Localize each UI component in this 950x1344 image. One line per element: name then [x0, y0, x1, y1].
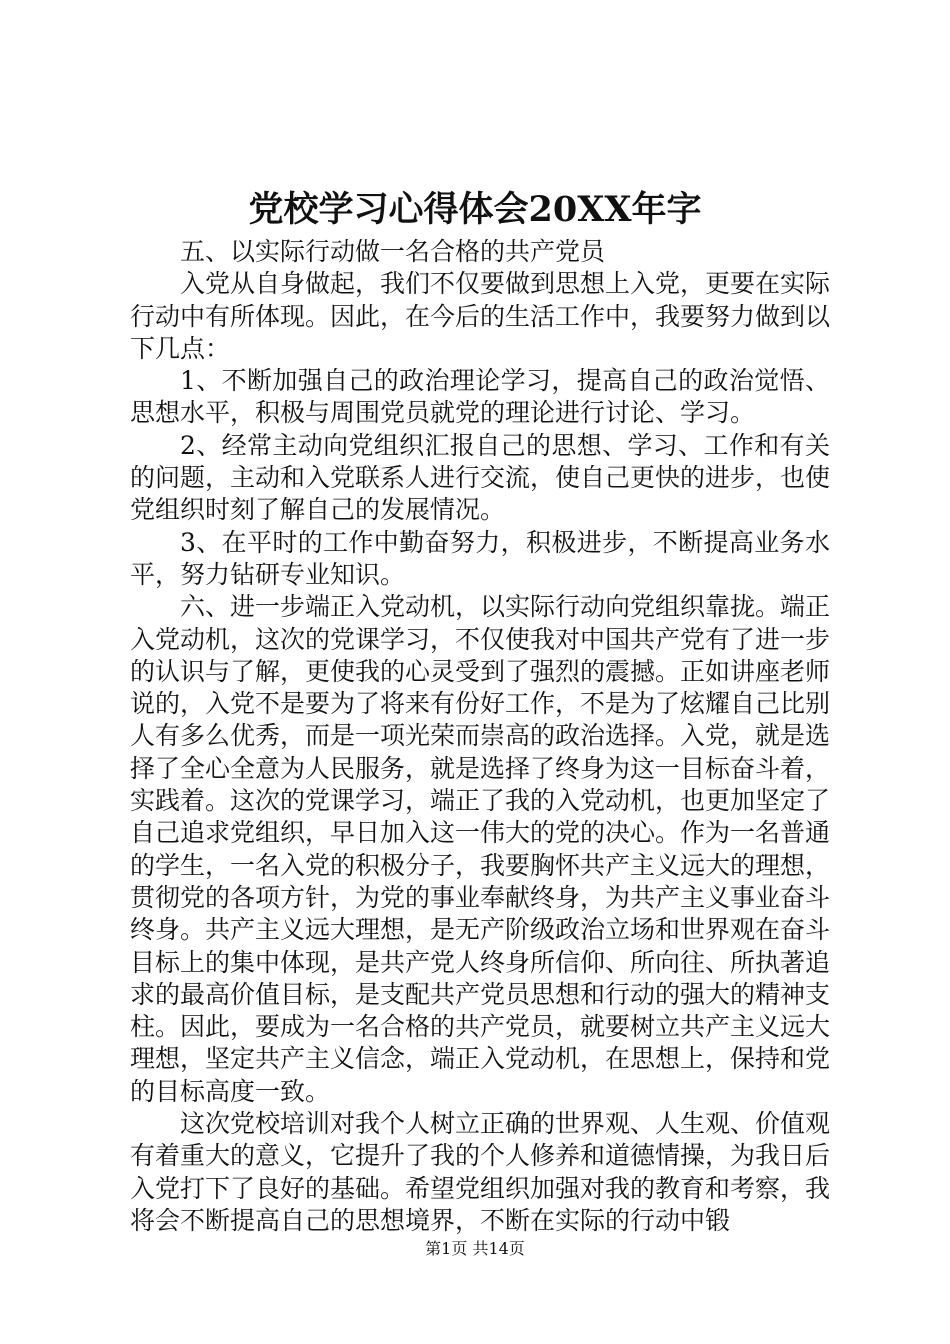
paragraph-section-five-heading: 五、以实际行动做一名合格的共产党员	[180, 237, 606, 266]
document-body	[130, 236, 830, 1237]
paragraph-point-1: 1、不断加强自己的政治理论学习，提高自己的政治觉悟、思想水平，积极与周围党员就党的理论进行讨论、学习。	[130, 366, 830, 428]
paragraph-intro: 入党从自身做起，我们不仅要做到思想上入党，更要在实际行动中有所体现。因此，在今后的生活工作中，我要努力做到以下几点：	[130, 269, 831, 363]
paragraph-point-2: 2、经常主动向党组织汇报自己的思想、学习、工作和有关的问题，主动和入党联系人进行交流，使自己更快的进步，也使党组织时刻了解自己的发展情况。	[130, 430, 831, 525]
paragraph-conclusion: 这次党校培训对我个人树立正确的世界观、人生观、价值观有着重大的意义，它提升了我的个人修养和道德情操，为我日后入党打下了良好的基础。希望党组织加强对我的教育和考察，我将会不断提高自己的思想境界，不断在实际的行动中锻	[130, 1109, 831, 1235]
paragraph-point-3: 3、在平时的工作中勤奋努力，积极进步，不断提高业务水平，努力钻研专业知识。	[130, 527, 830, 589]
document-title: 党校学习心得体会20XX年字	[248, 189, 702, 230]
page-number-footer: 第1页 共14页	[425, 1239, 525, 1258]
paragraph-section-six: 六、进一步端正入党动机，以实际行动向党组织靠拢。端正入党动机，这次的党课学习，不仅使我对中国共产党有了进一步的认识与了解，更使我的心灵受到了强烈的震撼。正如讲座老师说的，入党不是要为了将来有份好工作，不是为了炫耀自己比别人有多么优秀，而是一项光荣而崇高的政治选择。入党，就是选择了全心全意为人民服务，就是选择了终身为这一目标奋斗着，实践着。这次的党课学习，端正了我的入党动机，也更加坚定了自己追求党组织，早日加入这一伟大的党的决心。作为一名普通的学生，一名入党的积极分子，我要胸怀共产主义远大的理想，贯彻党的各项方针，为党的事业奉献终身，为共产主义事业奋斗终身。共产主义远大理想，是无产阶级政治立场和世界观在奋斗目标上的集中体现，是共产党人终身所信仰、所向往、所执著追求的最高价值目标，是支配共产党员思想和行动的强大的精神支柱。因此，要成为一名合格的共产党员，就要树立共产主义远大理想，坚定共产主义信念，端正入党动机，在思想上，保持和党的目标高度一致。	[130, 592, 831, 1106]
